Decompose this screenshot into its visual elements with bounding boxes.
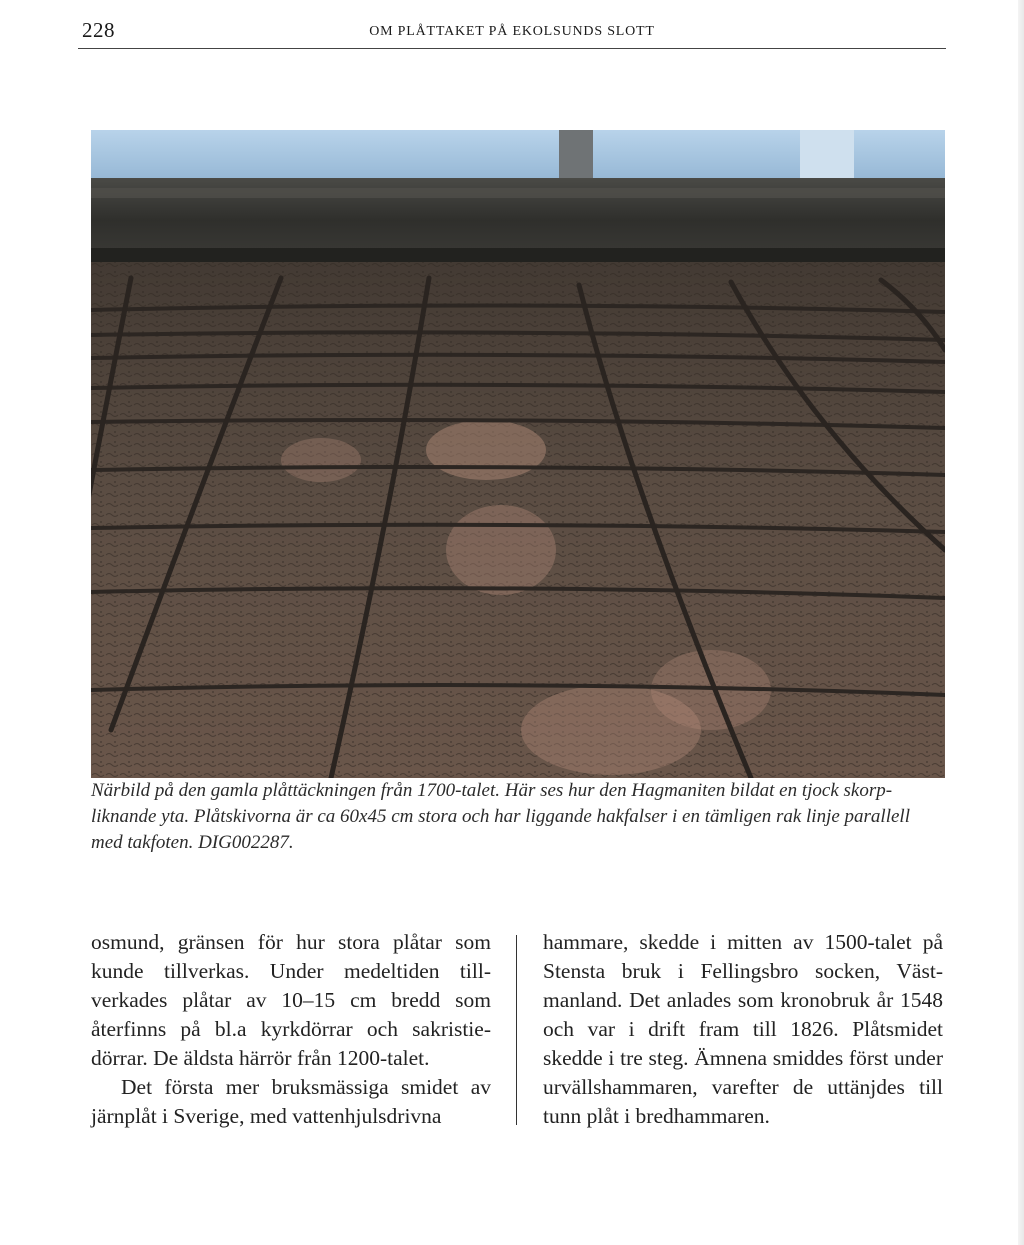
- page-edge: [1018, 0, 1024, 1245]
- body-column-right: [543, 928, 943, 1131]
- running-title: OM PLÅTTAKET PÅ EKOLSUNDS SLOTT: [369, 24, 655, 39]
- left-paragraph-1: osmund, gränsen för hur stora plåtar som kunde tillverkas. Under medeltiden tillverkades plåtar av 10–15 cm bredd som återfinns på bl.a kyrkdörrar och sakristiedörrar. De äldsta härrör från 1200-talet.: [91, 930, 491, 1070]
- column-divider: [516, 935, 517, 1125]
- roof-photo: [91, 130, 945, 778]
- page-number: 228: [82, 18, 115, 42]
- body-column-left: [91, 928, 491, 1131]
- figure-caption: Närbild på den gamla plåttäckningen från 1700-talet. Här ses hur den Hagmaniten bildat en tjock skorpliknande yta. Plåtskivorna är ca 60x45 cm stora och har liggande hakfalser i en tämligen rak linje parallell med takfoten. DIG002287.: [91, 780, 910, 853]
- left-paragraph-2: Det första mer bruksmässiga smidet av järnplåt i Sverige, med vattenhjulsdrivna: [91, 1075, 491, 1128]
- right-paragraph-1: hammare, skedde i mitten av 1500-talet på Stensta bruk i Fellingsbro socken, Västmanland. Det anlades som kronobruk år 1548 och var i drift fram till 1826. Plåtsmidet skedde i tre steg. Ämnena smiddes först under urvällshammaren, varefter de uttänjdes till tunn plåt i bredhammaren.: [543, 930, 943, 1128]
- roof-photo-drawing: [91, 130, 945, 778]
- page-header: [78, 18, 946, 49]
